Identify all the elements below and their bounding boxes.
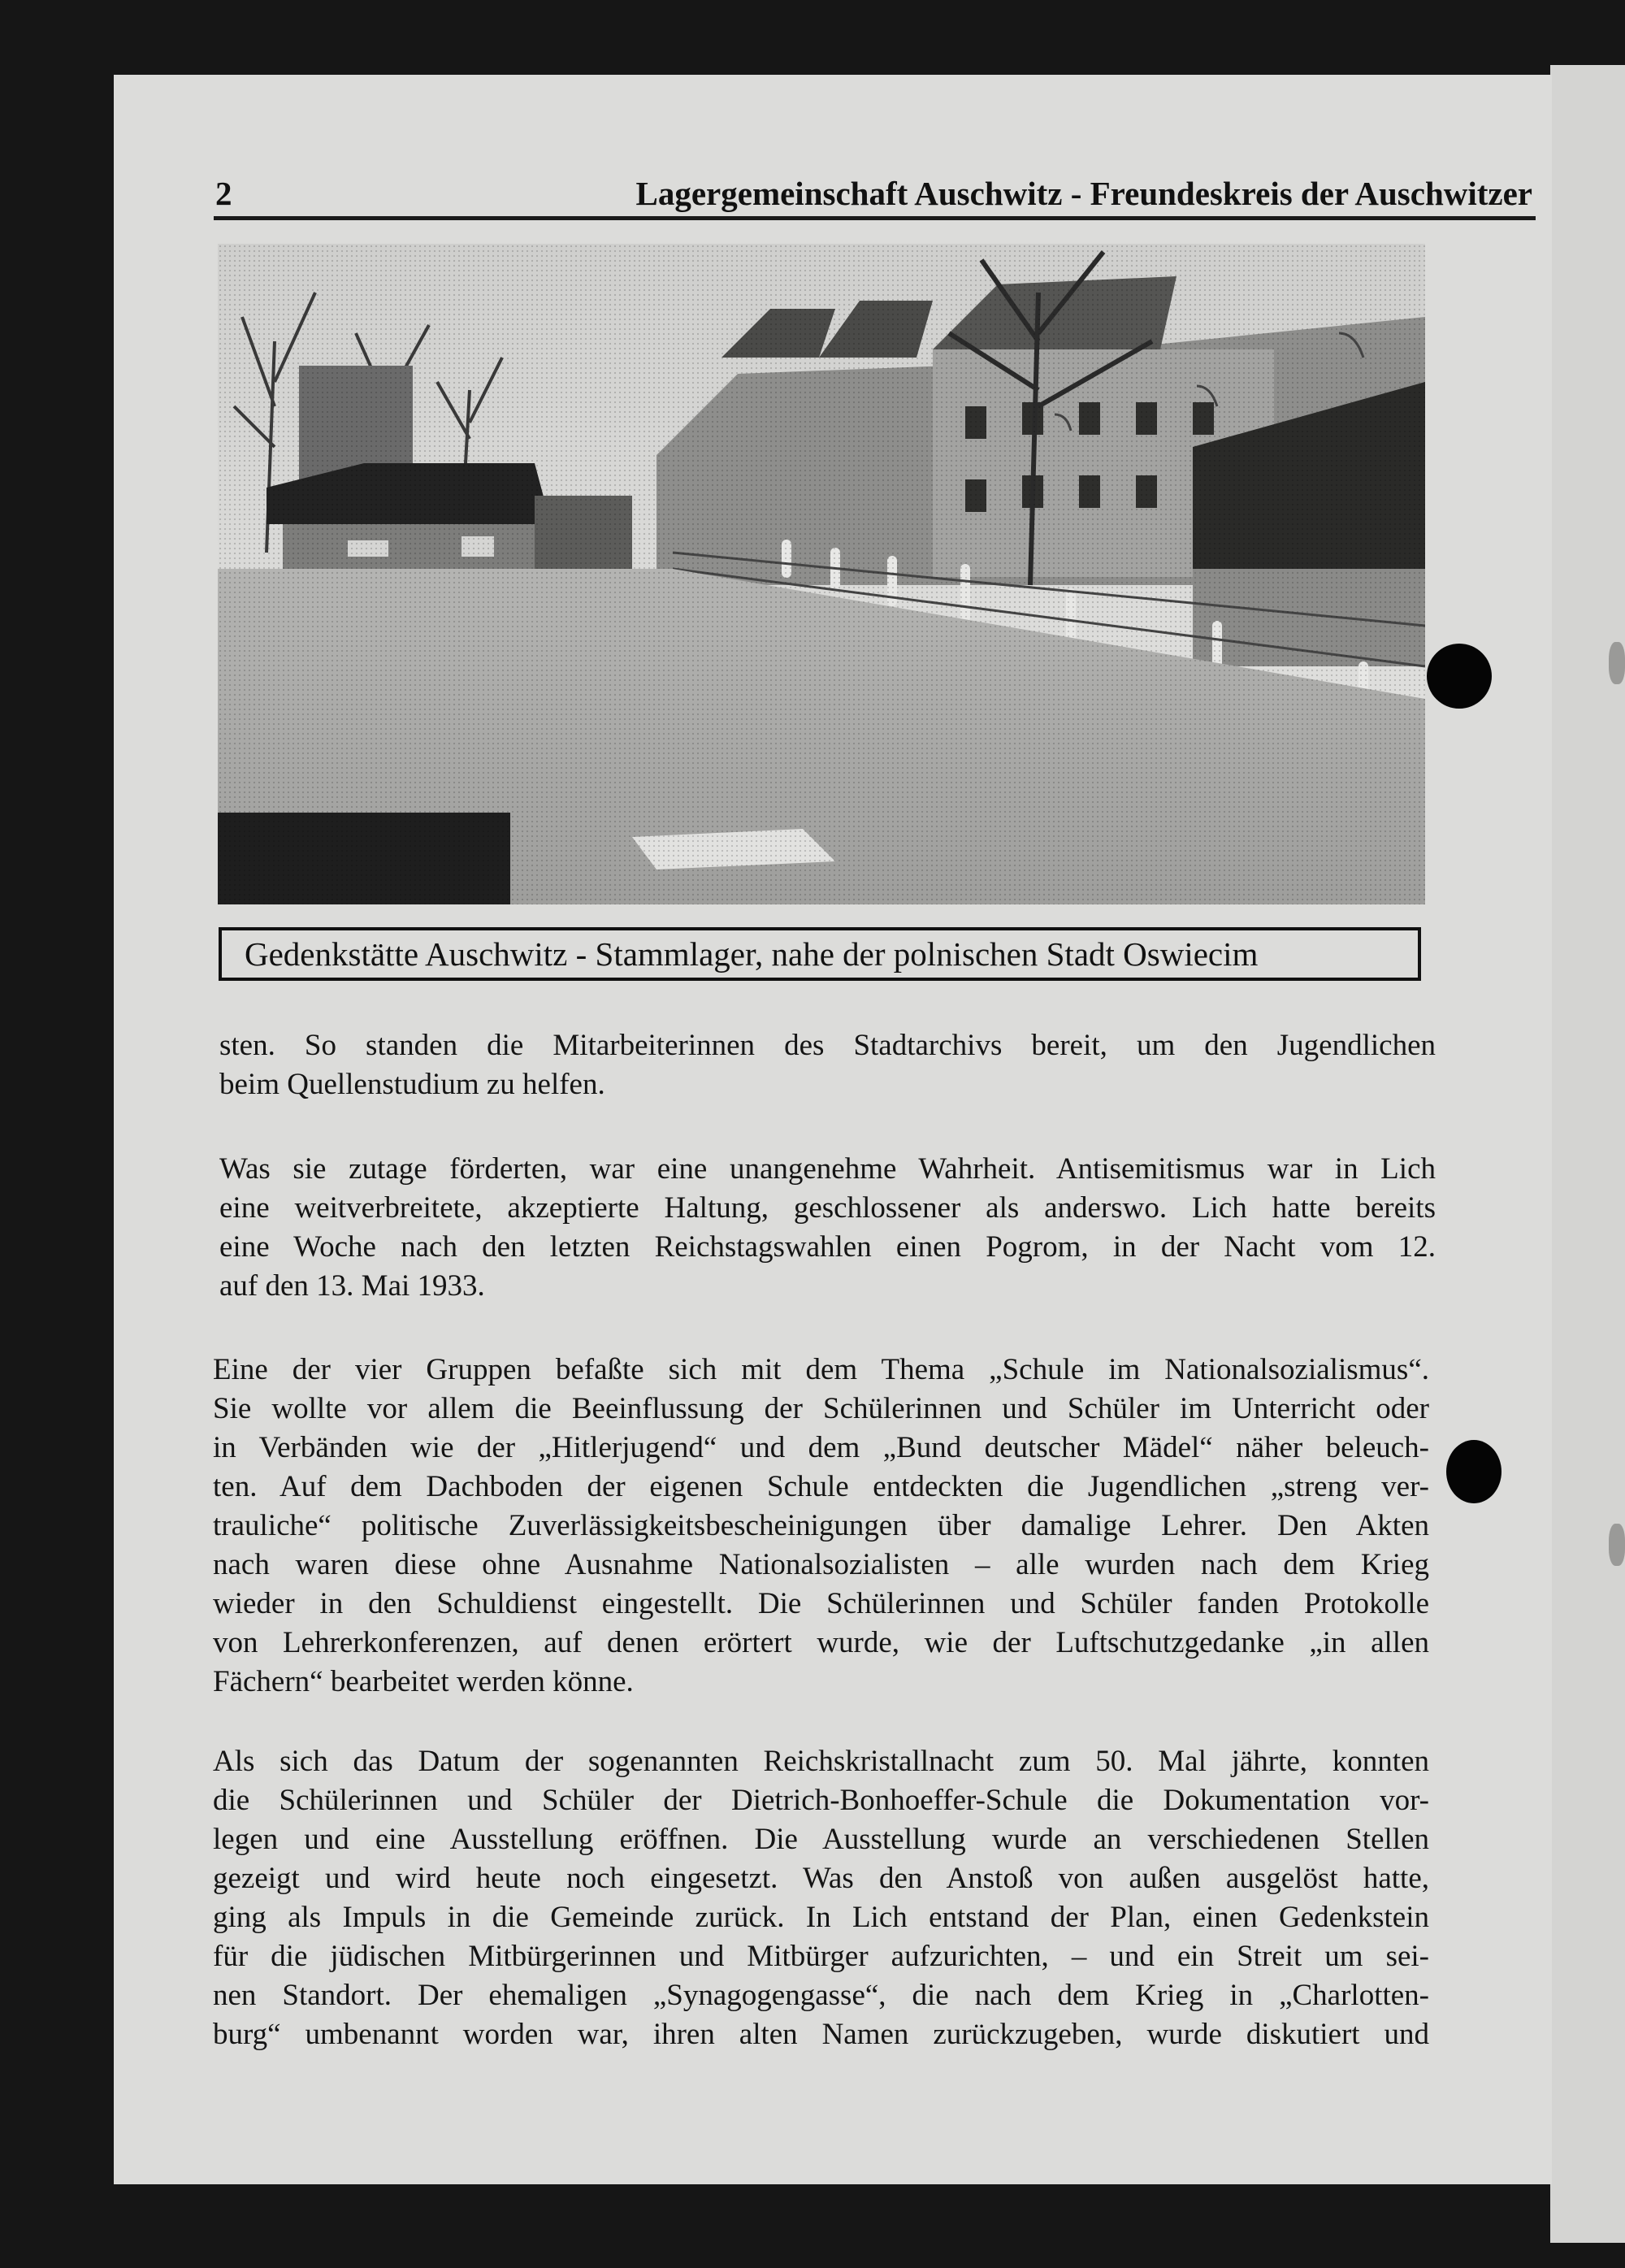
- text-line: die Schülerinnen und Schüler der Dietrich-Bonhoeffer-Schule die Dokumentation vor-: [213, 1784, 1429, 1817]
- text-line: auf den 13. Mai 1933.: [219, 1269, 485, 1303]
- adjacent-page-edge: [1550, 65, 1625, 2243]
- text-line: burg“ umbenannt worden war, ihren alten Namen zurückzugeben, wurde diskutiert und: [213, 2018, 1429, 2051]
- text-line: nach waren diese ohne Ausnahme Nationalsozialisten – alle wurden nach dem Krieg: [213, 1548, 1429, 1581]
- adjacent-punch-hole: [1609, 642, 1625, 684]
- page-header: [214, 174, 1536, 220]
- text-line: von Lehrerkonferenzen, auf denen erörtert wurde, wie der Luftschutzgedanke „in allen: [213, 1626, 1429, 1659]
- punch-hole: [1446, 1440, 1502, 1503]
- paragraph-4: [213, 1742, 1429, 2054]
- text-line: legen und eine Ausstellung eröffnen. Die Ausstellung wurde an verschiedenen Stellen: [213, 1823, 1429, 1856]
- text-line: für die jüdischen Mitbürgerinnen und Mitbürger aufzurichten, – und ein Streit um sei-: [213, 1940, 1429, 1973]
- text-line: beim Quellenstudium zu helfen.: [219, 1068, 605, 1101]
- text-line: Was sie zutage förderten, war eine unangenehme Wahrheit. Antisemitismus war in Lich: [219, 1152, 1436, 1186]
- punch-hole: [1427, 644, 1492, 709]
- text-line: sten. So standen die Mitarbeiterinnen des Stadtarchivs bereit, um den Jugendlichen: [219, 1029, 1436, 1062]
- text-line: trauliche“ politische Zuverlässigkeitsbescheinigungen über damalige Lehrer. Den Akten: [213, 1509, 1429, 1542]
- adjacent-punch-hole: [1609, 1524, 1625, 1566]
- text-line: in Verbänden wie der „Hitlerjugend“ und dem „Bund deutscher Mädel“ näher beleuch-: [213, 1431, 1429, 1464]
- paragraph-1: [219, 1026, 1436, 1104]
- page-number: 2: [215, 175, 232, 212]
- text-line: Fächern“ bearbeitet werden könne.: [213, 1665, 634, 1698]
- paragraph-2: [219, 1150, 1436, 1306]
- paragraph-3: [213, 1351, 1429, 1702]
- text-line: ging als Impuls in die Gemeinde zurück. In Lich entstand der Plan, einen Gedenkstein: [213, 1901, 1429, 1934]
- text-line: wieder in den Schuldienst eingestellt. Die Schülerinnen und Schüler fanden Protokolle: [213, 1587, 1429, 1620]
- text-line: Sie wollte vor allem die Beeinflussung der Schülerinnen und Schüler im Unterricht oder: [213, 1392, 1429, 1425]
- photo-caption: Gedenkstätte Auschwitz - Stammlager, nahe der polnischen Stadt Oswiecim: [219, 927, 1421, 981]
- document-page: [114, 75, 1552, 2184]
- text-line: nen Standort. Der ehemaligen „Synagogengasse“, die nach dem Krieg in „Charlotten-: [213, 1979, 1429, 2012]
- text-line: gezeigt und wird heute noch eingesetzt. Was den Anstoß von außen ausgelöst hatte,: [213, 1862, 1429, 1895]
- text-line: eine Woche nach den letzten Reichstagswahlen einen Pogrom, in der Nacht vom 12.: [219, 1230, 1436, 1264]
- text-line: ten. Auf dem Dachboden der eigenen Schule entdeckten die Jugendlichen „streng ver-: [213, 1470, 1429, 1503]
- memorial-photo: [218, 244, 1425, 904]
- text-line: eine weitverbreitete, akzeptierte Haltung, geschlossener als anderswo. Lich hatte bereits: [219, 1191, 1436, 1225]
- text-line: Eine der vier Gruppen befaßte sich mit dem Thema „Schule im Nationalsozialismus“.: [213, 1353, 1429, 1386]
- text-line: Als sich das Datum der sogenannten Reichskristallnacht zum 50. Mal jährte, konnten: [213, 1745, 1429, 1778]
- publication-title: Lagergemeinschaft Auschwitz - Freundeskreis der Auschwitzer: [635, 175, 1532, 212]
